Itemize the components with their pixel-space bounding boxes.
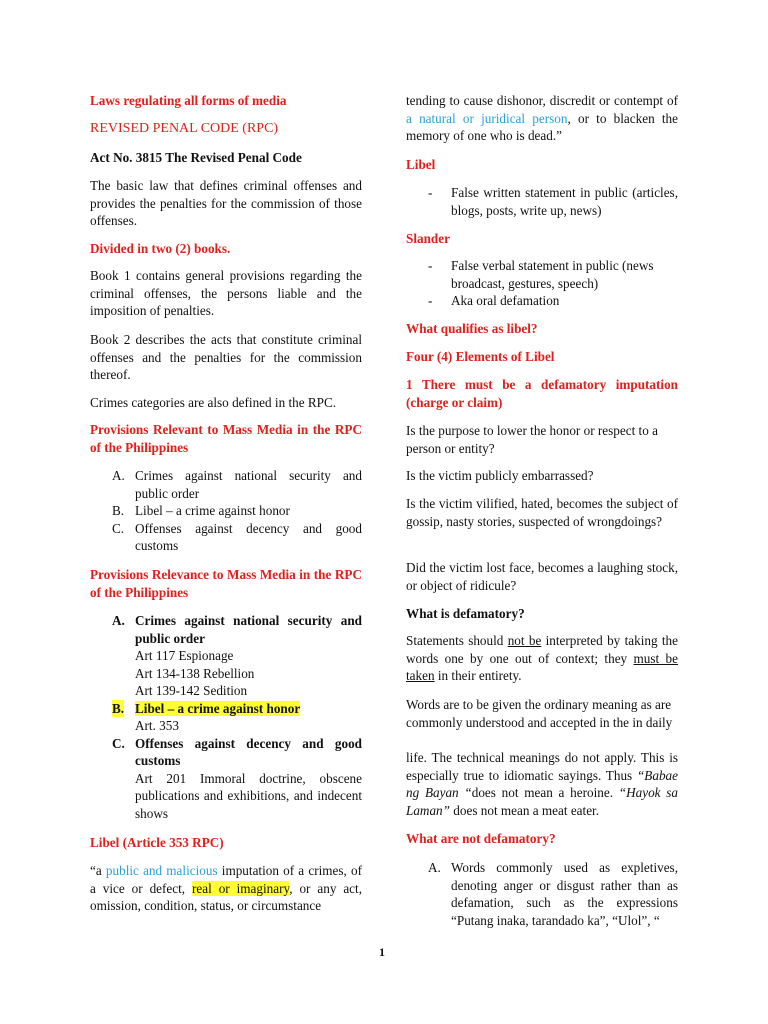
- slander-list: [406, 257, 678, 310]
- list-item-decency: C. Offenses against decency and good customs: [112, 735, 362, 768]
- paragraph-crime-categories: Crimes categories are also defined in the RPC.: [90, 395, 337, 410]
- page-number: 1: [379, 945, 385, 959]
- paragraph-words-technical: life. The technical meanings do not apply. This is especially true to idiomatic sayings. Thus “Babae ng Bayan “does not mean a heroine. “Hayok sa Laman” does not mean a meat eater.: [406, 750, 678, 818]
- paragraph-question-1: Is the purpose to lower the honor or respect to a person or entity?: [406, 423, 658, 456]
- heading-what-is-defamatory: What is defamatory?: [406, 606, 525, 621]
- heading-libel-article-353: Libel (Article 353 RPC): [90, 835, 224, 850]
- list-item: - False written statement in public (articles, blogs, posts, write up, news): [428, 185, 678, 218]
- heading-revised-penal-code: REVISED PENAL CODE (RPC): [90, 121, 279, 136]
- heading-libel: Libel: [406, 157, 436, 172]
- heading-what-not-defamatory: What are not defamatory?: [406, 831, 556, 846]
- list-item: C. Offenses against decency and good customs: [112, 520, 362, 553]
- paragraph-book-1: Book 1 contains general provisions regarding the criminal offenses, the persons liable and the imposition of penalties.: [90, 268, 362, 318]
- provisions-list-1: [90, 467, 362, 555]
- list-item: B. Libel – a crime against honor: [112, 503, 290, 518]
- article-line: Art 134-138 Rebellion: [135, 665, 255, 681]
- libel-list: [406, 184, 678, 219]
- not-defamatory-list: [406, 859, 678, 929]
- highlight-libel: Libel – a crime against honor: [135, 700, 301, 716]
- provisions-list-2: [90, 612, 362, 822]
- highlight-real-or-imaginary: real or imaginary: [192, 880, 290, 896]
- list-item: - False verbal statement in public (news broadcast, gestures, speech): [428, 258, 654, 291]
- term-natural-juridical-person: a natural or juridical person: [406, 110, 568, 126]
- paragraph-libel-continued: tending to cause dishonor, discredit or contempt of a natural or juridical person, or to blacken the memory of one who is dead.”: [406, 93, 678, 143]
- heading-provisions-relevant: Provisions Relevant to Mass Media in the RPC of the Philippines: [90, 422, 362, 455]
- article-line: Art 139-142 Sedition: [135, 683, 248, 698]
- paragraph-basic-law: The basic law that defines criminal offenses and provides the penalties for the commission of those offenses.: [90, 178, 362, 228]
- heading-four-elements: Four (4) Elements of Libel: [406, 349, 555, 364]
- list-item: A. Words commonly used as expletives, denoting anger or disgust rather than as defamation, such as the expressions “Putang inaka, tarandado ka”, “Ulol”, “: [428, 860, 678, 928]
- heading-divided-books: Divided in two (2) books.: [90, 241, 231, 256]
- term-public-malicious: public and malicious: [105, 863, 218, 878]
- article-line: Art 117 Espionage: [135, 648, 234, 663]
- paragraph-book-2: Book 2 describes the acts that constitute criminal offenses and the penalties for the commission thereof.: [90, 332, 362, 382]
- heading-slander: Slander: [406, 231, 450, 246]
- paragraph-question-2: Is the victim publicly embarrassed?: [406, 468, 594, 483]
- heading-what-qualifies: What qualifies as libel?: [406, 321, 538, 336]
- list-item: - Aka oral defamation: [428, 293, 560, 308]
- paragraph-question-4: Did the victim lost face, becomes a laughing stock, or object of ridicule?: [406, 560, 678, 593]
- list-item-libel: B. Libel – a crime against honor: [112, 700, 301, 716]
- list-item: A. Crimes against national security and public order: [112, 468, 362, 501]
- heading-act-3815: Act No. 3815 The Revised Penal Code: [90, 150, 302, 165]
- paragraph-words-ordinary: Words are to be given the ordinary meaning as are commonly understood and accepted in the in daily: [406, 697, 673, 730]
- list-item-national-security: A. Crimes against national security and public order: [112, 613, 362, 646]
- heading-provisions-relevance: Provisions Relevance to Mass Media in the RPC of the Philippines: [90, 567, 362, 600]
- article-line: Art. 353: [135, 718, 179, 733]
- article-line: Art 201 Immoral doctrine, obscene publications and exhibitions, and indecent shows: [135, 770, 362, 821]
- paragraph-libel-definition: “a public and malicious imputation of a crimes, of a vice or defect, real or imaginary, or any act, omission, condition, status, or circumstance: [90, 863, 363, 913]
- paragraph-statements: Statements should not be interpreted by taking the words one by one out of context; they must be taken in their entirety.: [406, 633, 678, 683]
- paragraph-question-3: Is the victim vilified, hated, becomes the subject of gossip, nasty stories, suspected of wrongdoings?: [406, 496, 678, 529]
- heading-laws-regulating: Laws regulating all forms of media: [90, 93, 287, 108]
- heading-element-1: 1 There must be a defamatory imputation (charge or claim): [406, 377, 678, 410]
